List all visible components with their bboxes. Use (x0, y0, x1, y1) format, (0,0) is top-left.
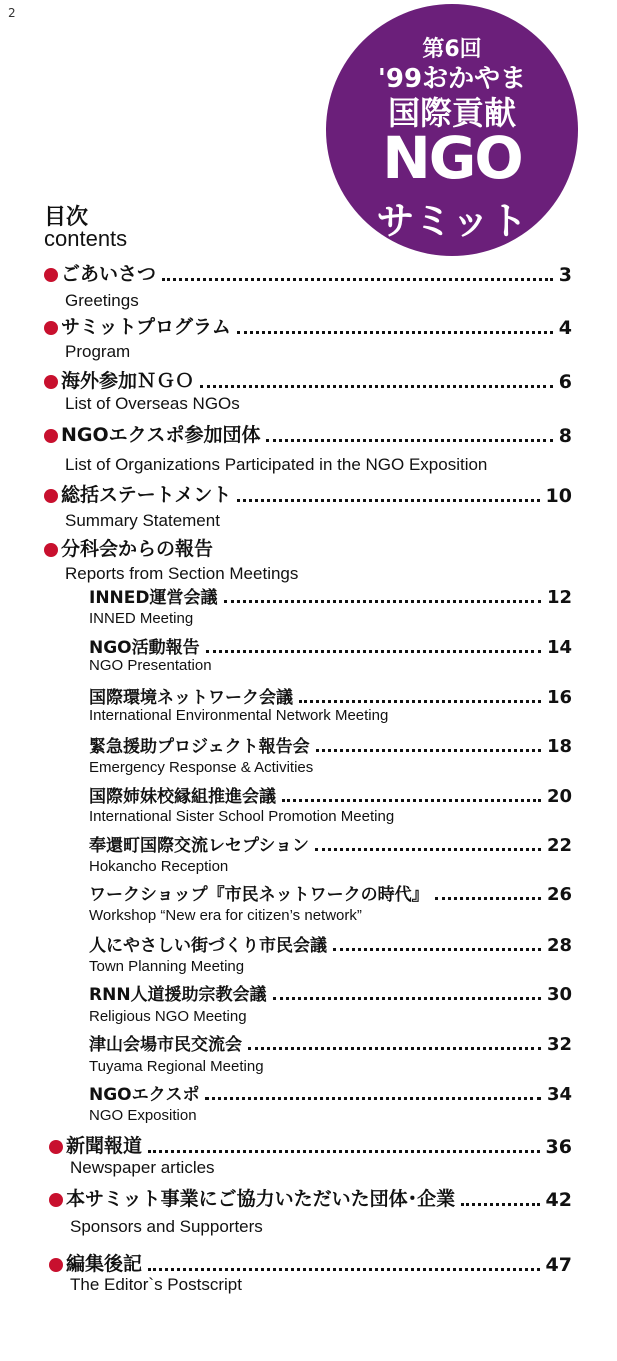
toc-entry-page: 4 (558, 317, 572, 339)
toc-subentry[interactable] (89, 684, 572, 708)
contents-heading-ja: 目次 (44, 205, 89, 230)
bullet-icon (44, 489, 58, 503)
toc-entry[interactable] (44, 262, 572, 286)
bullet-icon (49, 1258, 63, 1272)
toc-entry-english: Program (65, 342, 131, 361)
toc-entry-page: 36 (545, 1136, 572, 1158)
toc-entry-title: 国際姉妹校縁組推進会議 (89, 787, 276, 807)
dot-leader (299, 700, 541, 703)
toc-entry-title: 編集後記 (66, 1253, 143, 1275)
logo-year: '99おかやま (377, 64, 527, 94)
toc-entry-page: 26 (546, 884, 572, 905)
bullet-icon (49, 1193, 63, 1207)
toc-subentry[interactable] (89, 1031, 572, 1055)
dot-leader (162, 278, 553, 281)
toc-entry[interactable] (44, 423, 572, 447)
toc-entry-english: Greetings (65, 291, 139, 310)
summit-logo (326, 4, 578, 256)
dot-leader (200, 385, 553, 388)
toc-subentry[interactable] (89, 584, 572, 608)
toc-entry-title: 国際環境ネットワーク会議 (89, 688, 293, 708)
toc-entry-title: 新聞報道 (66, 1135, 143, 1157)
logo-summit: サミット (376, 199, 528, 243)
dot-leader (315, 848, 541, 851)
toc-entry-page: 14 (546, 637, 572, 658)
toc-entry-english: Religious NGO Meeting (89, 1008, 247, 1025)
toc-subentry[interactable] (89, 832, 572, 856)
toc-entry[interactable] (49, 1252, 572, 1276)
toc-subentry[interactable] (89, 634, 572, 658)
logo-subtitle: 国際貢献 (387, 94, 516, 132)
dot-leader (316, 749, 541, 752)
dot-leader (205, 1097, 540, 1100)
toc-entry-page: 12 (546, 587, 572, 608)
toc-entry-english: Summary Statement (65, 511, 220, 530)
toc-entry-english: International Sister School Promotion Meeting (89, 808, 395, 825)
dot-leader (461, 1203, 539, 1206)
toc-entry-title: 津山会場市民交流会 (89, 1035, 242, 1055)
toc-entry-page: 42 (545, 1189, 572, 1211)
toc-entry-title: 総括ステートメント (61, 484, 232, 506)
toc-entry-english: Town Planning Meeting (89, 958, 245, 975)
toc-entry[interactable] (44, 369, 572, 393)
dot-leader (148, 1150, 540, 1153)
toc-section-heading[interactable] (44, 537, 572, 561)
toc-entry-page: 16 (546, 687, 572, 708)
toc-entry-english: INNED Meeting (89, 610, 194, 627)
toc-entry-page: 32 (546, 1034, 572, 1055)
toc-entry-title: ごあいさつ (61, 263, 157, 285)
toc-entry-title: 海外参加ＮＧＯ (61, 370, 195, 392)
toc-entry[interactable] (49, 1187, 572, 1211)
toc-entry-english: List of Organizations Participated in the NGO Exposition (65, 455, 488, 474)
toc-entry-title: ワークショップ『市民ネットワークの時代』 (89, 885, 429, 905)
dot-leader (273, 997, 541, 1000)
dot-leader (224, 600, 541, 603)
logo-ngo: NGO (382, 124, 522, 192)
toc-entry[interactable] (44, 483, 572, 507)
toc-entry-english: Hokancho Reception (89, 858, 229, 875)
toc-entry-english: International Environmental Network Meeting (89, 707, 389, 724)
dot-leader (206, 650, 541, 653)
toc-entry-page: 18 (546, 736, 572, 757)
toc-subentry[interactable] (89, 981, 572, 1005)
toc-entry-english: NGO Exposition (89, 1107, 197, 1124)
dot-leader (266, 439, 552, 442)
dot-leader (282, 799, 541, 802)
bullet-icon (44, 429, 58, 443)
toc-entry-title: RNN人道援助宗教会議 (89, 985, 267, 1005)
bullet-icon (44, 268, 58, 282)
toc-entry-page: 34 (546, 1084, 572, 1105)
toc-subentry[interactable] (89, 1081, 572, 1105)
toc-subentry[interactable] (89, 783, 572, 807)
dot-leader (435, 897, 541, 900)
toc-entry-page: 47 (545, 1254, 572, 1276)
toc-entry-english: Sponsors and Supporters (70, 1217, 263, 1236)
toc-entry-english: List of Overseas NGOs (65, 394, 240, 413)
toc-entry-page: 6 (558, 371, 572, 393)
toc-entry-english: Tuyama Regional Meeting (89, 1058, 264, 1075)
toc-entry-english: NGO Presentation (89, 657, 212, 674)
bullet-icon (44, 321, 58, 335)
contents-heading-en: contents (44, 226, 128, 251)
toc-subentry[interactable] (89, 881, 572, 905)
dot-leader (248, 1047, 541, 1050)
bullet-icon (44, 375, 58, 389)
toc-entry-title: NGO活動報告 (89, 638, 200, 658)
toc-entry-title: 本サミット事業にご協力いただいた団体･企業 (66, 1188, 456, 1210)
toc-entry-page: 10 (545, 485, 572, 507)
toc-entry[interactable] (44, 315, 572, 339)
toc-entry-title: NGOエクスポ参加団体 (61, 424, 261, 446)
toc-entry-english: Newspaper articles (70, 1158, 215, 1177)
toc-entry-title: NGOエクスポ (89, 1085, 200, 1105)
toc-entry-english: Workshop “New era for citizen’s network” (89, 907, 362, 924)
toc-entry-title: 緊急援助プロジェクト報告会 (89, 737, 310, 757)
toc-subentry[interactable] (89, 932, 572, 956)
toc-entry-english: Emergency Response & Activities (89, 759, 314, 776)
toc-entry-page: 8 (558, 425, 572, 447)
toc-entry-title: INNED運営会議 (89, 588, 218, 608)
dot-leader (237, 499, 539, 502)
bullet-icon (44, 543, 58, 557)
toc-entry-page: 28 (546, 935, 572, 956)
toc-entry[interactable] (49, 1134, 572, 1158)
dot-leader (148, 1268, 540, 1271)
toc-entry-title: 奉還町国際交流レセプション (89, 836, 309, 856)
toc-entry-english: Reports from Section Meetings (65, 564, 299, 583)
toc-subentry[interactable] (89, 733, 572, 757)
dot-leader (333, 948, 541, 951)
toc-entry-title: 分科会からの報告 (61, 538, 214, 560)
toc-entry-english: The Editor`s Postscript (70, 1275, 242, 1294)
toc-entry-page: 30 (546, 984, 572, 1005)
toc-entry-page: 20 (546, 786, 572, 807)
bullet-icon (49, 1140, 63, 1154)
toc-entry-page: 3 (558, 264, 572, 286)
page-number: 2 (8, 6, 16, 20)
toc-entry-title: 人にやさしい街づくり市民会議 (89, 936, 327, 956)
logo-edition: 第6回 (422, 37, 482, 62)
toc-entry-title: サミットプログラム (61, 316, 231, 338)
dot-leader (237, 331, 553, 334)
toc-entry-page: 22 (546, 835, 572, 856)
